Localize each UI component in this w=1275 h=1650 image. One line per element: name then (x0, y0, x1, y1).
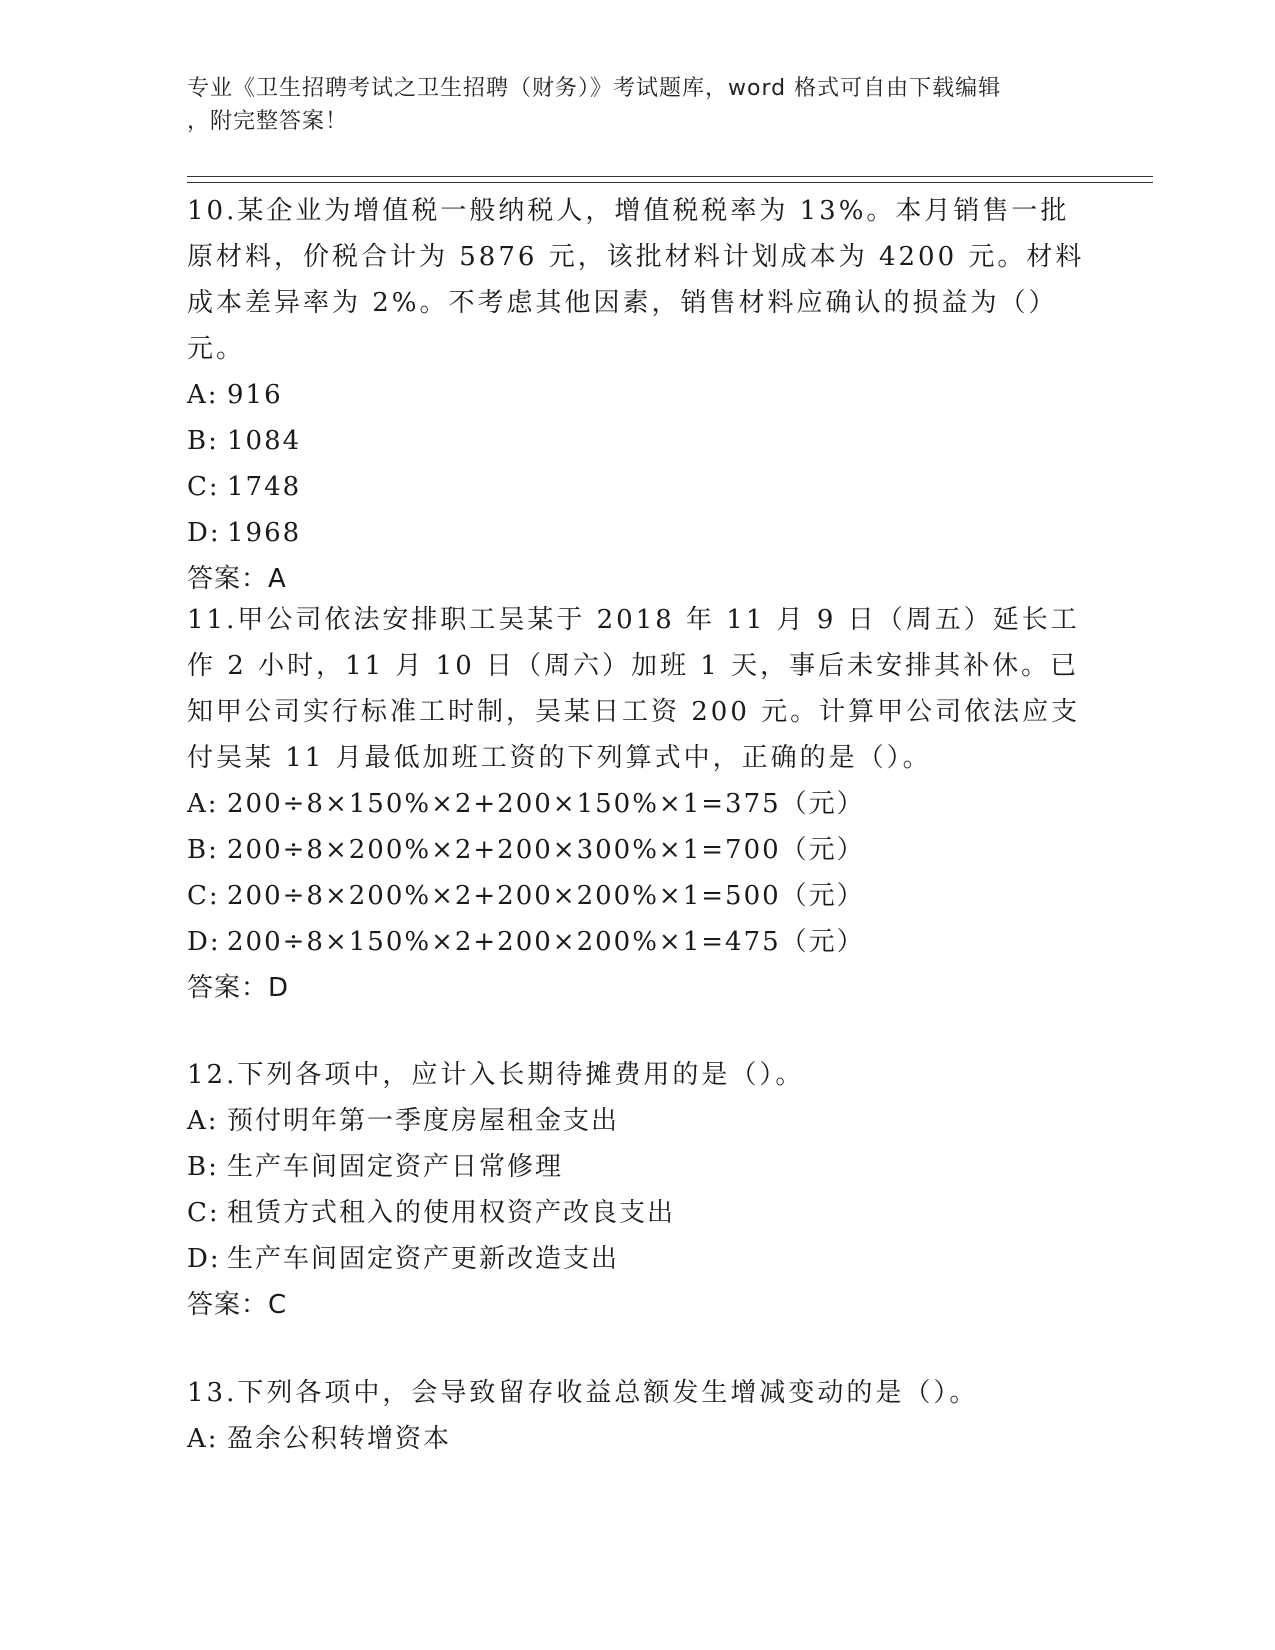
question-12 (187, 1052, 1087, 1328)
option-label: C: (187, 472, 220, 502)
question-11 (187, 597, 1087, 1011)
option-text: 1748 (227, 472, 302, 502)
option-text: 预付明年第一季度房屋租金支出 (227, 1106, 620, 1136)
option-text: 916 (227, 380, 283, 410)
option-label: A: (187, 789, 219, 819)
option-text: 200÷8×200%×2+200×200%×1=500（元） (227, 881, 865, 911)
question-stem: 12.下列各项中，应计入长期待摊费用的是（）。 (187, 1060, 805, 1090)
answer: 答案：D (187, 973, 290, 1003)
option-a (187, 1098, 1087, 1144)
option-text: 生产车间固定资产日常修理 (227, 1152, 564, 1182)
option-label: D: (187, 1244, 221, 1274)
option-text: 租赁方式租入的使用权资产改良支出 (227, 1198, 676, 1228)
option-label: C: (187, 1198, 220, 1228)
header-line-2: ，附完整答案！ (187, 109, 349, 134)
header-divider-bottom (187, 182, 1153, 183)
option-c (187, 464, 1087, 510)
question-stem: 10.某企业为增值税一般纳税人，增值税税率为 13%。本月销售一批原材料，价税合计为 5876 元，该批材料计划成本为 4200 元。材料成本差异率为 2%。不考虑其他因素，销售材料应确认的损益为（）元。 (187, 196, 1085, 364)
option-d (187, 510, 1087, 556)
option-b (187, 827, 1087, 873)
question-stem: 11.甲公司依法安排职工吴某于 2018 年 11 月 9 日（周五）延长工作 2 小时，11 月 10 日（周六）加班 1 天，事后未安排其补休。已知甲公司实行标准工时制，吴某日工资 200 元。计算甲公司依法应支付吴某 11 月最低加班工资的下列算式中，正确的是（）。 (187, 605, 1081, 773)
option-text: 盈余公积转增资本 (227, 1424, 452, 1454)
option-d (187, 919, 1087, 965)
option-text: 200÷8×200%×2+200×300%×1=700（元） (227, 835, 865, 865)
option-text: 1968 (227, 518, 302, 548)
option-label: B: (187, 1152, 219, 1182)
option-label: D: (187, 927, 221, 957)
option-label: A: (187, 1106, 219, 1136)
option-b (187, 418, 1087, 464)
header-divider-top (187, 176, 1153, 177)
question-13 (187, 1370, 1087, 1462)
option-label: A: (187, 1424, 219, 1454)
option-label: D: (187, 518, 221, 548)
option-a (187, 372, 1087, 418)
option-c (187, 873, 1087, 919)
document-header (187, 72, 1087, 138)
option-label: C: (187, 881, 220, 911)
option-label: B: (187, 426, 219, 456)
option-a (187, 1416, 1087, 1462)
header-line-1: 专业《卫生招聘考试之卫生招聘（财务）》考试题库，word 格式可自由下载编辑 (187, 76, 1002, 101)
option-text: 生产车间固定资产更新改造支出 (227, 1244, 620, 1274)
option-c (187, 1190, 1087, 1236)
option-text: 200÷8×150%×2+200×150%×1=375（元） (227, 789, 865, 819)
answer: 答案：C (187, 1290, 288, 1320)
option-text: 1084 (227, 426, 302, 456)
option-label: B: (187, 835, 219, 865)
option-a (187, 781, 1087, 827)
question-10 (187, 188, 1087, 602)
option-b (187, 1144, 1087, 1190)
option-d (187, 1236, 1087, 1282)
option-label: A: (187, 380, 219, 410)
answer: 答案：A (187, 564, 287, 594)
option-text: 200÷8×150%×2+200×200%×1=475（元） (227, 927, 865, 957)
question-stem: 13.下列各项中，会导致留存收益总额发生增减变动的是（）。 (187, 1378, 979, 1408)
